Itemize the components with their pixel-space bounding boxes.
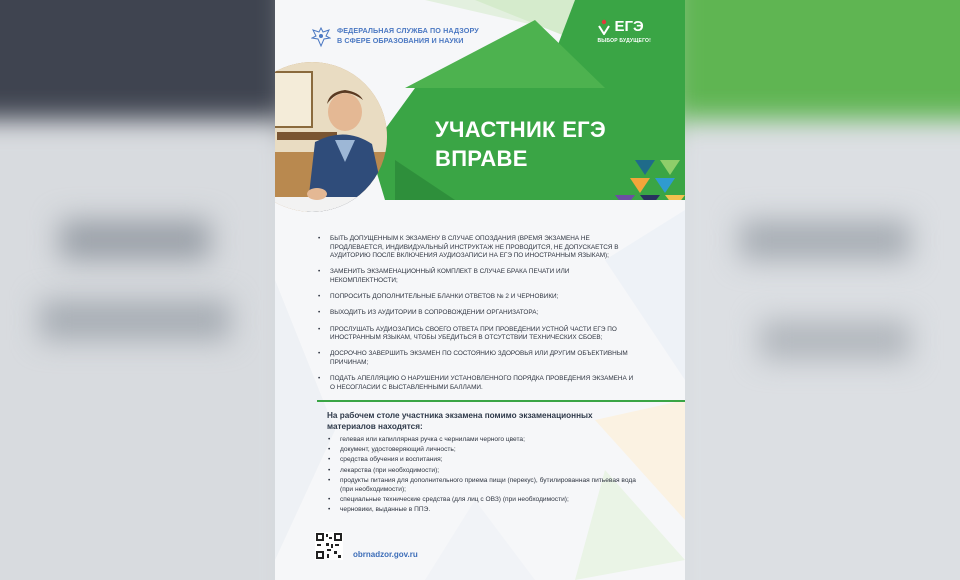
desk-list-item: • специальные технические средства (для лиц с ОВЗ) (при необходимости); (327, 496, 647, 505)
ege-logo (597, 18, 651, 44)
poster-title-line1: УЧАСТНИК ЕГЭ (435, 117, 606, 142)
eagle-emblem-icon (311, 26, 331, 48)
desk-items-list (327, 436, 647, 516)
rights-list-item: • БЫТЬ ДОПУЩЕННЫМ К ЭКЗАМЕНУ В СЛУЧАЕ ОПОЗДАНИЯ (ВРЕМЯ ЭКЗАМЕНА НЕ ПРОДЛЕВАЕТСЯ, ИНДИВИДУАЛЬНЫЙ ИНСТРУКТАЖ НЕ ПРОВОДИТСЯ, НЕ ДОПУСКАЕТСЯ В АУДИТОРИЮ ПОСЛЕ ВКЛЮЧЕНИЯ АУДИОЗАПИСИ НА ЕГЭ ПО ИНОСТРАННЫМ ЯЗЫКАМ); (317, 235, 637, 261)
rights-list-item: • ЗАМЕНИТЬ ЭКЗАМЕНАЦИОННЫЙ КОМПЛЕКТ В СЛУЧАЕ БРАКА ПЕЧАТИ ИЛИ НЕКОМПЛЕКТНОСТИ; (317, 268, 637, 285)
rights-list-item: • ПРОСЛУШАТЬ АУДИОЗАПИСЬ СВОЕГО ОТВЕТА ПРИ ПРОВЕДЕНИИ УСТНОЙ ЧАСТИ ЕГЭ ПО ИНОСТРАННЫМ ЯЗЫКАМ, ЧТОБЫ УБЕДИТЬСЯ В ОТСУТСТВИИ ТЕХНИЧЕСКИХ СБОЕВ; (317, 326, 637, 343)
rights-list-item: • ВЫХОДИТЬ ИЗ АУДИТОРИИ В СОПРОВОЖДЕНИИ ОРГАНИЗАТОРА; (317, 309, 637, 318)
desk-list-item: • гелевая или капиллярная ручка с чернилами черного цвета; (327, 436, 647, 445)
rights-list (317, 235, 637, 400)
poster-title-line2: ВПРАВЕ (435, 146, 528, 171)
rights-list-item: • ДОСРОЧНО ЗАВЕРШИТЬ ЭКЗАМЕН ПО СОСТОЯНИЮ ЗДОРОВЬЯ ИЛИ ДРУГИМ ОБЪЕКТИВНЫМ ПРИЧИНАМ; (317, 350, 637, 367)
desk-section-title: На рабочем столе участника экзамена помимо экзаменационных материалов находятся: (327, 411, 593, 431)
ege-logo-text: ЕГЭ (614, 18, 644, 35)
desk-list-item: • средства обучения и воспитания; (327, 456, 647, 465)
poster (275, 0, 685, 580)
desk-list-item: • лекарства (при необходимости); (327, 467, 647, 476)
agency-name-line1: ФЕДЕРАЛЬНАЯ СЛУЖБА ПО НАДЗОРУ (337, 26, 479, 35)
agency-name (337, 26, 479, 45)
desk-list-item: • продукты питания для дополнительного приема пищи (перекус), бутилированная питьевая вода (при необходимости); (327, 477, 647, 495)
qr-code-icon[interactable] (315, 532, 343, 560)
agency-header (311, 26, 479, 48)
rights-list-item: • ПОДАТЬ АПЕЛЛЯЦИЮ О НАРУШЕНИИ УСТАНОВЛЕННОГО ПОРЯДКА ПРОВЕДЕНИЯ ЭКЗАМЕНА И О НЕСОГЛАСИИ С ВЫСТАВЛЕННЫМИ БАЛЛАМИ. (317, 375, 637, 392)
ege-logo-slogan: ВЫБОР БУДУЩЕГО! (597, 38, 651, 44)
desk-list-item: • черновики, выданные в ППЭ. (327, 506, 647, 515)
poster-title (435, 115, 606, 173)
section-divider (317, 400, 685, 402)
desk-list-item: • документ, удостоверяющий личность; (327, 446, 647, 455)
agency-name-line2: В СФЕРЕ ОБРАЗОВАНИЯ И НАУКИ (337, 35, 464, 45)
rights-list-item: • ПОПРОСИТЬ ДОПОЛНИТЕЛЬНЫЕ БЛАНКИ ОТВЕТОВ № 2 И ЧЕРНОВИКИ; (317, 293, 637, 302)
website-link[interactable]: obrnadzor.gov.ru (353, 550, 418, 559)
ege-logo-icon (597, 19, 611, 35)
